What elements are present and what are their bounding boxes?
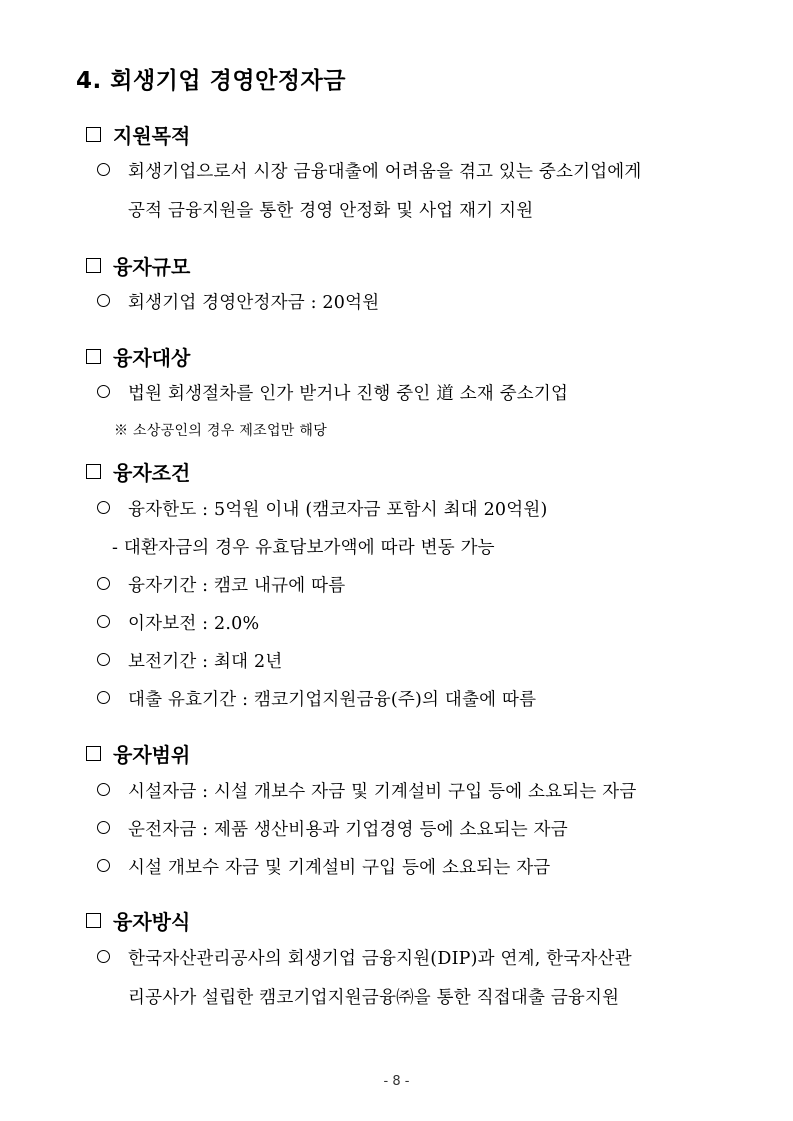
section-heading-conditions — [86, 457, 190, 486]
circle-bullet-icon — [97, 947, 110, 968]
purpose-item-line1: 회생기업으로서 시장 금융대출에 어려움을 겪고 있는 중소기업에게 — [128, 162, 642, 182]
method-item-line1: 한국자산관리공사의 회생기업 금융지원(DIP)과 연계, 한국자산관 — [128, 949, 632, 969]
circle-bullet-icon — [97, 818, 110, 839]
circle-bullet-icon — [97, 856, 110, 877]
section-heading-scale — [86, 251, 190, 280]
circle-bullet-icon — [97, 291, 110, 312]
range-item-renovation: 시설 개보수 자금 및 기계설비 구입 등에 소요되는 자금 — [128, 858, 551, 878]
conditions-item-limit-sub: - 대환자금의 경우 유효담보가액에 따라 변동 가능 — [112, 538, 495, 558]
heading-label: 융자방식 — [113, 910, 191, 934]
range-item-facility: 시설자금 : 시설 개보수 자금 및 기계설비 구입 등에 소요되는 자금 — [128, 782, 637, 802]
page-number: - 8 - — [383, 1074, 410, 1089]
conditions-item-interest: 이자보전 : 2.0% — [128, 614, 260, 634]
circle-bullet-icon — [97, 688, 110, 709]
method-item-line2: 리공사가 설립한 캠코기업지원금융㈜을 통한 직접대출 금융지원 — [128, 988, 620, 1008]
circle-bullet-icon — [97, 650, 110, 671]
section-heading-method — [86, 906, 190, 935]
conditions-item-validity: 대출 유효기간 : 캠코기업지원금융(주)의 대출에 따름 — [128, 690, 537, 710]
circle-bullet-icon — [97, 160, 110, 181]
scale-item: 회생기업 경영안정자금 : 20억원 — [128, 293, 380, 313]
heading-label: 융자조건 — [113, 461, 191, 485]
range-item-operating: 운전자금 : 제품 생산비용과 기업경영 등에 소요되는 자금 — [128, 820, 568, 840]
checkbox-square-icon — [86, 913, 101, 928]
target-item: 법원 회생절차를 인가 받거나 진행 중인 道 소재 중소기업 — [128, 384, 569, 404]
circle-bullet-icon — [97, 382, 110, 403]
target-note: ※ 소상공인의 경우 제조업만 해당 — [114, 423, 328, 439]
section-heading-target — [86, 342, 190, 371]
conditions-item-subsidy-period: 보전기간 : 최대 2년 — [128, 652, 283, 672]
conditions-item-limit: 융자한도 : 5억원 이내 (캠코자금 포함시 최대 20억원) — [128, 500, 548, 520]
section-heading-purpose — [86, 120, 190, 149]
heading-label: 지원목적 — [113, 124, 191, 148]
heading-label: 융자규모 — [113, 255, 191, 279]
heading-label: 융자대상 — [113, 346, 191, 370]
checkbox-square-icon — [86, 258, 101, 273]
circle-bullet-icon — [97, 498, 110, 519]
circle-bullet-icon — [97, 780, 110, 801]
checkbox-square-icon — [86, 127, 101, 142]
conditions-item-period: 융자기간 : 캠코 내규에 따름 — [128, 576, 346, 596]
page-title: 4. 회생기업 경영안정자금 — [76, 68, 346, 94]
circle-bullet-icon — [97, 574, 110, 595]
section-heading-range — [86, 739, 190, 768]
heading-label: 융자범위 — [113, 743, 191, 767]
checkbox-square-icon — [86, 464, 101, 479]
checkbox-square-icon — [86, 746, 101, 761]
checkbox-square-icon — [86, 349, 101, 364]
circle-bullet-icon — [97, 612, 110, 633]
purpose-item-line2: 공적 금융지원을 통한 경영 안정화 및 사업 재기 지원 — [128, 201, 534, 221]
